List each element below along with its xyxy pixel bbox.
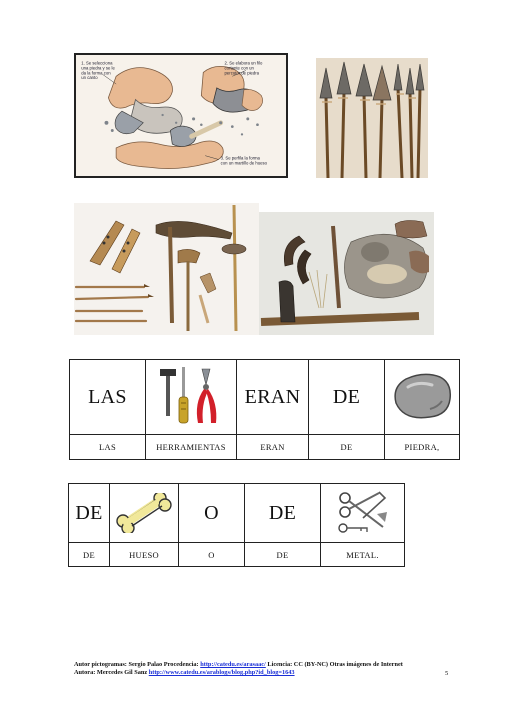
credits-authora-text: Autora: Mercedes Gil Sanz xyxy=(74,669,149,676)
caption-de: DE xyxy=(309,435,385,460)
tools-icon xyxy=(158,365,224,429)
caption-hueso: HUESO xyxy=(110,543,179,567)
word-de-3: DE xyxy=(245,484,321,543)
knapping-illustration xyxy=(74,53,288,178)
pictogram-sentence-row-2 xyxy=(68,483,405,567)
caption-las: LAS xyxy=(70,435,146,460)
stone-tools-drawing xyxy=(74,203,259,335)
spearheads-drawing xyxy=(316,58,428,178)
word-de-2: DE xyxy=(69,484,110,543)
page-number: 5 xyxy=(445,670,449,677)
caption-herramientas: HERRAMIENTAS xyxy=(146,435,237,460)
blog-link[interactable]: http://www.catedu.es/arablogs/blog.php?id_blog=1643 xyxy=(148,669,295,676)
pictogram-herramientas xyxy=(146,360,237,435)
caption-metal: METAL. xyxy=(321,543,405,567)
caption-eran: ERAN xyxy=(237,435,309,460)
sickles-grinder-photo xyxy=(259,212,434,335)
pictogram-hueso xyxy=(110,484,179,543)
caption-piedra: PIEDRA, xyxy=(385,435,460,460)
caption-de-3: DE xyxy=(245,543,321,567)
stone-tools-photo xyxy=(74,203,259,335)
word-eran: ERAN xyxy=(237,360,309,435)
credits-line-1 xyxy=(74,661,474,669)
credits-line-2 xyxy=(74,669,474,677)
caption-o: O xyxy=(179,543,245,567)
credits-footer xyxy=(74,661,474,677)
word-las: LAS xyxy=(70,360,146,435)
annotation-3: 3. Se perfila la forma con un martillo de hueso xyxy=(220,155,268,166)
sickles-grinder-drawing xyxy=(259,212,434,335)
credits-author-text: Autor pictogramas: Sergio Palao Procedencia: xyxy=(74,661,201,668)
knapping-drawing xyxy=(76,55,286,176)
bone-icon xyxy=(116,493,172,533)
annotation-1: 1. Se selecciona una piedra y se le da la forma con un canto xyxy=(81,60,115,81)
pictogram-sentence-row-1 xyxy=(69,359,460,460)
caption-de-2: DE xyxy=(69,543,110,567)
credits-license-text: Licencia: CC (BY-NC) Otras imágenes de Internet xyxy=(265,661,403,668)
stone-icon xyxy=(390,373,454,421)
arasaac-link[interactable]: http://catedu.es/arasaac/ xyxy=(200,661,266,668)
metal-tools-icon xyxy=(335,490,391,536)
pictogram-piedra xyxy=(385,360,460,435)
annotation-2: 2. Se elabora un filo cortante con un percutor de piedra xyxy=(224,60,263,76)
spearheads-photo xyxy=(316,58,428,178)
pictogram-metal xyxy=(321,484,405,543)
word-o: O xyxy=(179,484,245,543)
word-de: DE xyxy=(309,360,385,435)
